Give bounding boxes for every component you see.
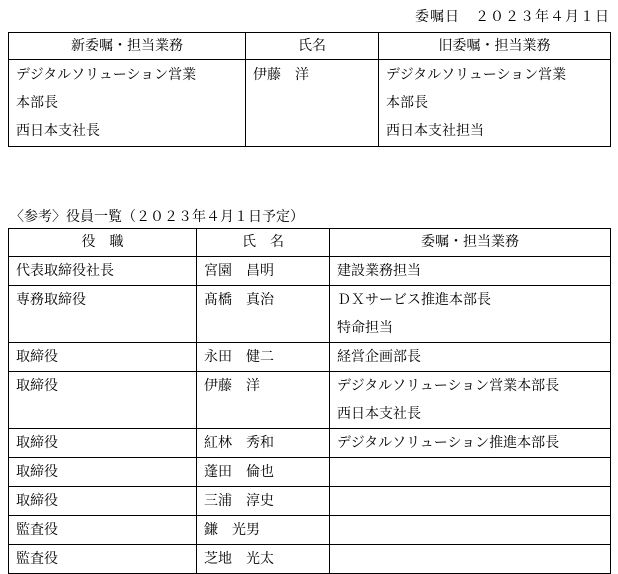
column-header-duties: 委嘱・担当業務 bbox=[330, 229, 611, 257]
officer-name-cell: 紅林 秀和 bbox=[197, 429, 330, 458]
officer-name-cell: 三浦 淳史 bbox=[197, 487, 330, 516]
duty-line: 西日本支社長 bbox=[337, 406, 421, 422]
old-duties-cell bbox=[379, 60, 611, 147]
new-duty-line: 本部長 bbox=[16, 95, 58, 111]
old-duty-line: 本部長 bbox=[386, 95, 428, 111]
appointment-date-value: ２０２３年４月１日 bbox=[475, 9, 610, 25]
appointment-table-header bbox=[9, 33, 611, 60]
column-header-new-duties: 新委嘱・担当業務 bbox=[9, 33, 246, 60]
duties-cell bbox=[330, 516, 611, 545]
position-cell: 取締役 bbox=[9, 429, 197, 458]
new-duties-cell bbox=[9, 60, 246, 147]
table-row bbox=[9, 458, 611, 487]
position-cell: 取締役 bbox=[9, 458, 197, 487]
duties-cell bbox=[330, 257, 611, 286]
duty-line: ＤＸサービス推進本部長 bbox=[337, 292, 491, 308]
position-cell: 専務取締役 bbox=[9, 286, 197, 343]
column-header-position: 役 職 bbox=[9, 229, 197, 257]
appointment-date-label: 委嘱日 bbox=[415, 9, 460, 25]
duties-cell bbox=[330, 429, 611, 458]
duties-cell bbox=[330, 545, 611, 574]
officer-list-heading: 〈参考〉役員一覧（２０２３年４月１日予定） bbox=[10, 209, 304, 225]
duty-line: 経営企画部長 bbox=[337, 349, 421, 365]
table-row bbox=[9, 429, 611, 458]
duty-line: デジタルソリューション営業本部長 bbox=[337, 378, 560, 394]
duties-cell bbox=[330, 487, 611, 516]
duties-cell bbox=[330, 372, 611, 429]
column-header-name: 氏名 bbox=[246, 33, 379, 60]
position-cell: 取締役 bbox=[9, 372, 197, 429]
old-duty-line: デジタルソリューション営業 bbox=[386, 67, 567, 83]
name-cell bbox=[246, 60, 379, 147]
table-row bbox=[9, 487, 611, 516]
new-duty-line: デジタルソリューション営業 bbox=[16, 67, 197, 83]
position-cell: 取締役 bbox=[9, 487, 197, 516]
table-row bbox=[9, 343, 611, 372]
table-row bbox=[9, 257, 611, 286]
duty-line: 建設業務担当 bbox=[337, 263, 421, 279]
officer-list-table bbox=[8, 228, 611, 574]
appointment-table bbox=[8, 32, 611, 147]
table-row bbox=[9, 545, 611, 574]
duties-cell bbox=[330, 458, 611, 487]
new-duty-line: 西日本支社長 bbox=[16, 123, 100, 139]
old-duty-line: 西日本支社担当 bbox=[386, 123, 484, 139]
column-header-officer-name: 氏 名 bbox=[197, 229, 330, 257]
duties-cell bbox=[330, 343, 611, 372]
officer-name-cell: 宮園 昌明 bbox=[197, 257, 330, 286]
table-row bbox=[9, 286, 611, 343]
table-row bbox=[9, 60, 611, 147]
appointment-date-line bbox=[415, 6, 610, 26]
duty-line: デジタルソリューション推進本部長 bbox=[337, 435, 560, 451]
duty-line: 特命担当 bbox=[337, 320, 393, 336]
table-row bbox=[9, 372, 611, 429]
person-name: 伊藤 洋 bbox=[253, 67, 309, 83]
position-cell: 監査役 bbox=[9, 545, 197, 574]
duties-cell bbox=[330, 286, 611, 343]
officer-name-cell: 蓬田 倫也 bbox=[197, 458, 330, 487]
table-row bbox=[9, 516, 611, 545]
officer-name-cell: 芝地 光太 bbox=[197, 545, 330, 574]
position-cell: 代表取締役社長 bbox=[9, 257, 197, 286]
column-header-old-duties: 旧委嘱・担当業務 bbox=[379, 33, 611, 60]
officer-list-header bbox=[9, 229, 611, 257]
officer-name-cell: 伊藤 洋 bbox=[197, 372, 330, 429]
position-cell: 監査役 bbox=[9, 516, 197, 545]
officer-name-cell: 永田 健二 bbox=[197, 343, 330, 372]
officer-name-cell: 鎌 光男 bbox=[197, 516, 330, 545]
position-cell: 取締役 bbox=[9, 343, 197, 372]
officer-name-cell: 髙橋 真治 bbox=[197, 286, 330, 343]
